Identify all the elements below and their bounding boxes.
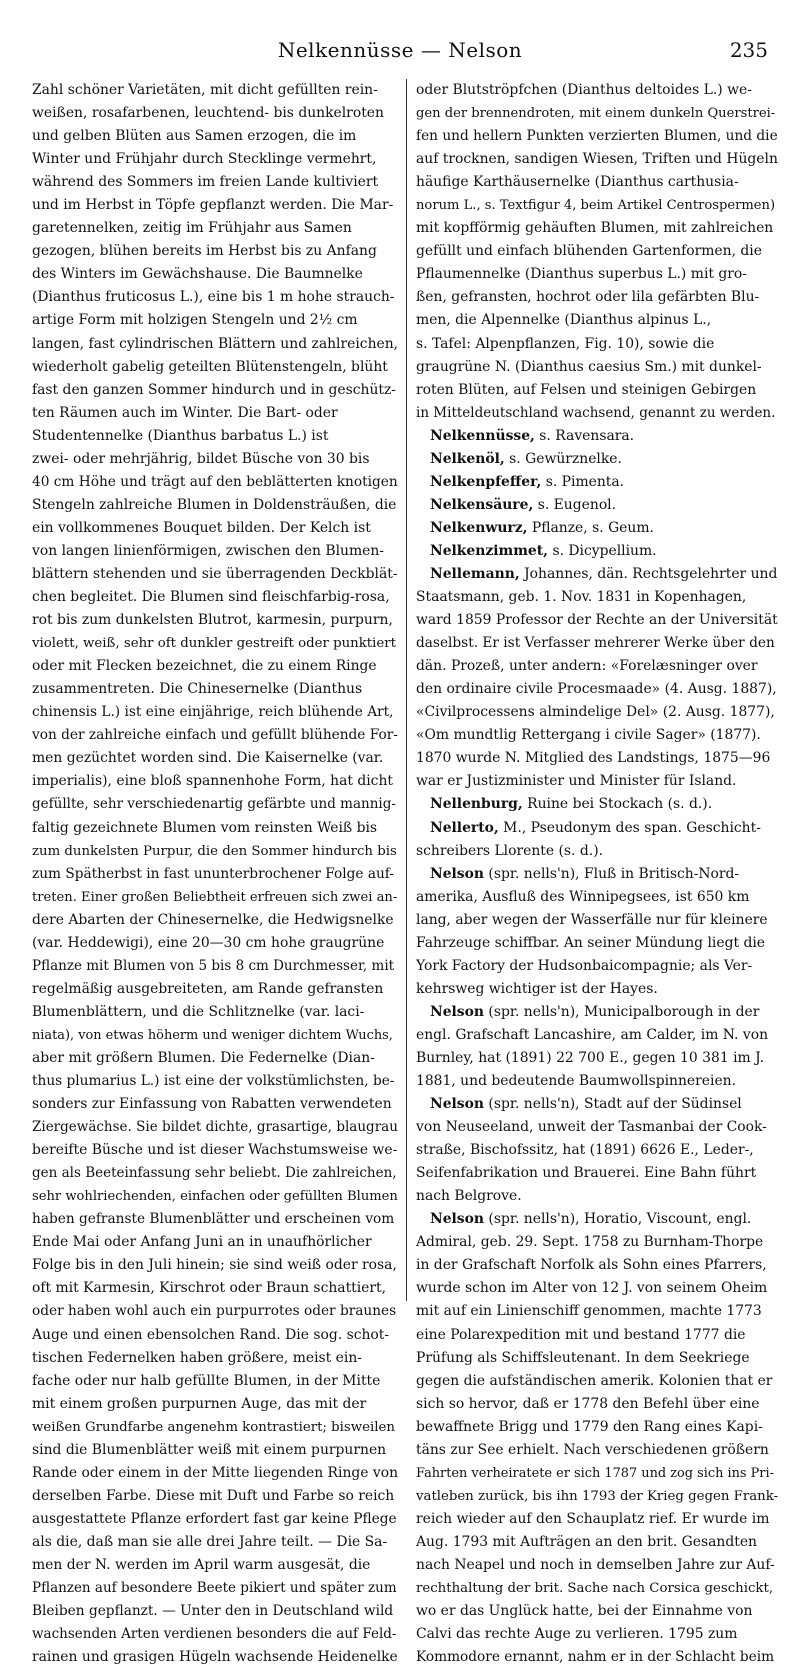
entry-headword: Nelson xyxy=(430,1003,484,1020)
text-line xyxy=(416,1024,778,1047)
entry-text: ßen, gefransten, hochrot oder lila gefärbten Blu- xyxy=(416,289,760,306)
text-line xyxy=(416,1646,778,1669)
text-line: derselben Farbe. Diese mit Duft und Farbe so reich xyxy=(32,1487,395,1504)
entry-headword: Nellerto, xyxy=(430,819,499,836)
entry-text: gegen die aufständischen amerik. Kolonien that er xyxy=(416,1372,773,1389)
entry-text: s. Eugenol. xyxy=(533,496,617,513)
entry-text: norum L., s. Textfigur 4, beim Artikel Centrospermen) xyxy=(416,198,776,214)
entry-text: nach Neapel und noch in demselben Jahre zur Auf- xyxy=(416,1557,775,1573)
text-line xyxy=(416,286,778,309)
text-line xyxy=(416,655,778,678)
text-line xyxy=(416,955,778,978)
entry-text: Burnley, hat (1891) 22 700 E., gegen 10 381 im J. xyxy=(416,1049,765,1066)
entry-text: s. Ravensara. xyxy=(534,427,635,444)
entry-line xyxy=(416,817,778,840)
text-line: von der zahlreiche einfach und gefüllt blühende For- xyxy=(32,727,398,744)
entry-text: York Factory der Hudsonbaicompagnie; als Ver- xyxy=(416,957,753,974)
entry-line xyxy=(416,1093,778,1116)
text-line xyxy=(416,1462,778,1485)
text-line: zum Spätherbst in fast ununterbrochener Folge auf- xyxy=(32,865,394,882)
text-line xyxy=(416,309,778,332)
text-line: (var. Heddewigi), eine 20—30 cm hohe graugrüne xyxy=(32,934,385,951)
entry-text: wo er das Unglück hatte, bei der Einnahme von xyxy=(416,1603,753,1620)
text-line xyxy=(416,1393,778,1416)
text-line: während des Sommers im freien Lande kultiviert xyxy=(32,174,379,191)
entry-text: reich wieder auf den Schauplatz rief. Er wurde im xyxy=(416,1510,770,1527)
text-line xyxy=(416,770,778,793)
entry-text: Ruine bei Stockach (s. d.). xyxy=(522,796,713,813)
text-line: aber mit größern Blumen. Die Federnelke (Dian- xyxy=(32,1049,375,1066)
entry-text: mit kopfförmig gehäuften Blumen, mit zahlreichen xyxy=(416,220,774,237)
text-line: von langen linienförmigen, zwischen den Blumen- xyxy=(32,542,384,559)
text-line: zum dunkelsten Purpur, die den Sommer hindurch bis xyxy=(32,843,397,859)
text-line: wiederholt gabelig geteilten Blütenstengeln, blüht xyxy=(32,358,388,375)
text-line: niata), von etwas höherm und weniger dichtem Wuchs, xyxy=(32,1027,393,1043)
entry-text: s. Pimenta. xyxy=(541,473,625,490)
text-line: Zahl schöner Varietäten, mit dicht gefüllten rein- xyxy=(32,82,378,98)
page-number: 235 xyxy=(729,38,768,62)
text-line: blättern stehenden und sie überragenden Deckblät- xyxy=(32,565,398,582)
entry-text: vatleben zurück, bis ihn 1793 der Krieg gegen Frank- xyxy=(416,1488,779,1504)
entry-text: (spr. nells'n), Horatio, Viscount, engl. xyxy=(484,1211,752,1228)
text-line: Pflanze mit Blumen von 5 bis 8 cm Durchmesser, mit xyxy=(32,957,395,974)
entry-text: fen und hellern Punkten verzierten Blumen, und die xyxy=(416,128,778,145)
text-line xyxy=(416,1254,778,1277)
entry-text: Fahrten verheiratete er sich 1787 und zog sich ins Pri- xyxy=(416,1465,774,1481)
text-line: ein vollkommenes Bouquet bilden. Der Kelch ist xyxy=(32,519,371,536)
entry-text: roten Blüten, auf Felsen und steinigen Gebirgen xyxy=(416,381,757,398)
text-line xyxy=(416,1623,778,1646)
text-line: zwei- oder mehrjährig, bildet Büsche von 30 bis xyxy=(32,450,370,467)
entry-line xyxy=(416,793,778,816)
text-line: violett, weiß, sehr oft dunkler gestreift oder punktiert xyxy=(32,636,396,652)
entry-text: (spr. nells'n), Stadt auf der Südinsel xyxy=(484,1096,742,1113)
entry-text: s. Dicypellium. xyxy=(548,542,657,559)
entry-text: war er Justizminister und Minister für Island. xyxy=(416,773,737,790)
page-header xyxy=(0,0,800,62)
text-line xyxy=(416,586,778,609)
text-line: oder mit Flecken bezeichnet, die zu einem Ringe xyxy=(32,658,377,675)
entry-line xyxy=(416,471,778,494)
entry-text: M., Pseudonym des span. Geschicht- xyxy=(498,819,761,836)
text-line: faltig gezeichnete Blumen vom reinsten Weiß bis xyxy=(32,819,378,836)
text-line: ten Räumen auch im Winter. Die Bart- oder xyxy=(32,404,338,421)
text-line xyxy=(416,1531,778,1554)
text-line: men gezüchtet worden sind. Die Kaisernelke (var. xyxy=(32,750,384,767)
entry-line xyxy=(416,563,778,586)
text-line xyxy=(416,978,778,1001)
entry-text: graugrüne N. (Dianthus caesius Sm.) mit dunkel- xyxy=(416,358,762,375)
entry-headword: Nelkennüsse, xyxy=(430,427,535,444)
entry-headword: Nelkensäure, xyxy=(430,496,534,513)
entry-text: gefüllt und einfach blühenden Gartenformen, die xyxy=(416,243,762,260)
text-line xyxy=(416,240,778,263)
entry-headword: Nelson xyxy=(430,865,484,882)
text-line xyxy=(416,1047,778,1070)
text-line: Folge bis in den Juli hinein; sie sind weiß oder rosa, xyxy=(32,1257,397,1274)
text-line xyxy=(416,932,778,955)
text-line: sind die Blumenblätter weiß mit einem purpurnen xyxy=(32,1441,387,1458)
text-line: des Winters im Gewächshause. Die Baumnelke xyxy=(32,266,363,283)
text-line: weißen Grundfarbe angenehm kontrastiert; bisweilen xyxy=(32,1419,395,1435)
entry-text: auf trocknen, sandigen Wiesen, Triften und Hügeln xyxy=(416,151,778,168)
text-line xyxy=(416,1485,778,1508)
text-line: thus plumarius L.) ist eine der volkstümlichsten, be- xyxy=(32,1073,395,1090)
text-line: artige Form mit holzigen Stengeln und 2½ cm xyxy=(32,312,358,329)
entry-headword: Nellemann, xyxy=(430,565,520,582)
entry-text: s. Gewürznelke. xyxy=(504,450,622,467)
text-line xyxy=(416,171,778,194)
text-line xyxy=(416,1139,778,1162)
text-line: weißen, rosafarbenen, leuchtend- bis dunkelroten xyxy=(32,105,384,122)
entry-line xyxy=(416,863,778,886)
entry-text: bewaffnete Brigg und 1779 den Rang eines Kapi- xyxy=(416,1418,763,1435)
text-line xyxy=(416,678,778,701)
entry-text: gen der brennendroten, mit einem dunkeln Querstrei- xyxy=(416,106,776,122)
text-line: sonders zur Einfassung von Rabatten verwendeten xyxy=(32,1096,392,1113)
entry-text: mit auf ein Linienschiff genommen, machte 1773 xyxy=(416,1303,762,1320)
text-line xyxy=(416,1231,778,1254)
text-line: langen, fast cylindrischen Blättern und zahlreichen, xyxy=(32,335,399,352)
entry-headword: Nelkenöl, xyxy=(430,450,505,467)
entry-line xyxy=(416,494,778,517)
text-line: chinensis L.) ist eine einjährige, reich blühende Art, xyxy=(32,704,394,721)
text-line: Studentennelke (Dianthus barbatus L.) ist xyxy=(32,427,329,444)
text-line: Ziergewächse. Sie bildet dichte, grasartige, blaugrau xyxy=(32,1119,398,1136)
text-line xyxy=(416,1600,778,1623)
text-line: Ende Mai oder Anfang Juni an in unaufhörlicher xyxy=(32,1234,372,1251)
text-line: fast den ganzen Sommer hindurch und in geschütz- xyxy=(32,381,397,398)
entry-line xyxy=(416,1001,778,1024)
text-line xyxy=(416,1185,778,1208)
text-line xyxy=(416,148,778,171)
text-line: Rande oder einem in der Mitte liegenden Ringe von xyxy=(32,1464,399,1481)
entry-text: (spr. nells'n), Fluß in Britisch-Nord- xyxy=(484,865,740,882)
entry-line xyxy=(416,517,778,540)
text-line xyxy=(416,1554,778,1577)
entry-text: straße, Bischofssitz, hat (1891) 6626 E., Leder-, xyxy=(416,1142,754,1159)
entry-text: dän. Prozeß, unter andern: «Forelæsninger over xyxy=(416,658,758,675)
text-line xyxy=(416,1116,778,1139)
text-line: ausgestattete Pflanze erfordert fast gar keine Pflege xyxy=(32,1510,397,1527)
text-line xyxy=(416,1416,778,1439)
text-line xyxy=(416,79,778,102)
text-line: chen begleitet. Die Blumen sind fleischfarbig-rosa, xyxy=(32,589,390,606)
text-line xyxy=(416,886,778,909)
text-line xyxy=(416,724,778,747)
entry-text: wurde schon im Alter von 12 J. von seinem Oheim xyxy=(416,1280,768,1297)
text-line xyxy=(416,1439,778,1462)
entry-text: (spr. nells'n), Municipalborough in der xyxy=(484,1003,760,1020)
text-line xyxy=(416,1070,778,1093)
entry-text: in der Grafschaft Norfolk als Sohn eines Pfarrers, xyxy=(416,1257,767,1274)
text-line xyxy=(416,747,778,770)
text-line xyxy=(416,1300,778,1323)
entry-text: schreibers Llorente (s. d.). xyxy=(416,842,604,859)
entry-text: Pflanze, s. Geum. xyxy=(527,519,654,536)
text-line: garetennelken, zeitig im Frühjahr aus Samen xyxy=(32,220,352,237)
text-line xyxy=(416,217,778,240)
text-line: bereifte Büsche und ist dieser Wachstumsweise we- xyxy=(32,1142,398,1159)
text-line: treten. Einer großen Beliebtheit erfreuen sich zwei an- xyxy=(32,889,398,905)
entry-line xyxy=(416,425,778,448)
running-title: Nelkennüsse — Nelson xyxy=(277,38,523,62)
entry-text: Pflaumennelke (Dianthus superbus L.) mit gro- xyxy=(416,266,747,283)
text-line xyxy=(416,379,778,402)
text-line xyxy=(416,1324,778,1347)
entry-text: men, die Alpennelke (Dianthus alpinus L., xyxy=(416,312,712,329)
entry-text: ward 1859 Professor der Rechte an der Universität xyxy=(416,612,778,629)
entry-text: Aug. 1793 mit Aufträgen an den brit. Gesandten xyxy=(416,1533,757,1550)
entry-text: s. Tafel: Alpenpflanzen, Fig. 10), sowie die xyxy=(416,335,715,352)
left-column xyxy=(32,79,399,1666)
text-line: gezogen, blühen bereits im Herbst bis zu Anfang xyxy=(32,243,377,260)
text-line: 40 cm Höhe und trägt auf den beblätterten knotigen xyxy=(32,473,398,490)
entry-line xyxy=(416,448,778,471)
text-line: Auge und einen ebensolchen Rand. Die sog. schot- xyxy=(32,1326,390,1343)
entry-text: den ordinaire civile Procesmaade» (4. Ausg. 1887), xyxy=(416,681,777,698)
text-line: Pflanzen auf besondere Beete pikiert und später zum xyxy=(32,1580,397,1597)
text-line: zusammentreten. Die Chinesernelke (Dianthus xyxy=(32,681,363,698)
entry-text: rechthaltung der brit. Sache nach Corsica geschickt, xyxy=(416,1581,774,1597)
text-line xyxy=(416,701,778,724)
right-column xyxy=(416,79,779,1666)
text-line: rainen und grasigen Hügeln wachsende Heidenelke xyxy=(32,1649,398,1666)
entry-text: kehrsweg wichtiger ist der Hayes. xyxy=(416,980,658,997)
text-line: Stengeln zahlreiche Blumen in Doldensträußen, die xyxy=(32,496,397,513)
text-line: regelmäßig ausgebreiteten, am Rande gefransten xyxy=(32,980,384,997)
text-line: mit einem großen purpurnen Auge, das mit der xyxy=(32,1395,367,1412)
entry-text: daselbst. Er ist Verfasser mehrerer Werke über den xyxy=(416,635,775,652)
text-line xyxy=(416,1277,778,1300)
column-divider xyxy=(406,79,407,1301)
entry-text: 1870 wurde N. Mitglied des Landstings, 1875—96 xyxy=(416,750,771,767)
text-line: sehr wohlriechenden, einfachen oder gefüllten Blumen xyxy=(32,1189,398,1205)
text-line: als die, daß man sie alle drei Jahre teilt. — Die Sa- xyxy=(32,1533,388,1550)
entry-text: Fahrzeuge schiffbar. An seiner Mündung liegt die xyxy=(416,934,766,951)
text-line: fache oder nur halb gefüllte Blumen, in der Mitte xyxy=(32,1372,381,1389)
text-line xyxy=(416,102,778,125)
text-line xyxy=(416,125,778,148)
text-line: imperialis), eine bloß spannenhohe Form, hat dicht xyxy=(32,773,393,790)
text-line: und gelben Blüten aus Samen erzogen, die im xyxy=(32,128,357,145)
text-line xyxy=(416,1162,778,1185)
text-line xyxy=(416,402,778,425)
text-line: men der N. werden im April warm ausgesät, die xyxy=(32,1557,371,1573)
entry-text: eine Polarexpedition mit und bestand 1777 die xyxy=(416,1326,746,1343)
entry-text: Admiral, geb. 29. Sept. 1758 zu Burnham-Thorpe xyxy=(416,1234,764,1251)
entry-text: Prüfung als Schiffsleutenant. In dem Seekriege xyxy=(416,1349,750,1366)
entry-text: «Civilprocessens almindelige Del» (2. Ausg. 1877), xyxy=(416,704,775,721)
text-line: rot bis zum dunkelsten Blutrot, karmesin, purpurn, xyxy=(32,612,393,629)
text-line xyxy=(416,356,778,379)
entry-headword: Nelson xyxy=(430,1096,484,1113)
entry-text: oder Blutströpfchen (Dianthus deltoides L.) we- xyxy=(416,82,752,98)
text-line xyxy=(416,1508,778,1531)
entry-text: in Mitteldeutschland wachsend, genannt zu werden. xyxy=(416,404,776,421)
entry-text: nach Belgrove. xyxy=(416,1188,522,1205)
entry-line xyxy=(416,1208,778,1231)
text-line: dere Abarten der Chinesernelke, die Hedwigsnelke xyxy=(32,911,394,928)
entry-headword: Nelson xyxy=(430,1211,484,1228)
text-line: (Dianthus fruticosus L.), eine bis 1 m hohe strauch- xyxy=(32,289,395,306)
entry-text: 1881, und bedeutende Baumwollspinnereien. xyxy=(416,1073,737,1090)
text-line xyxy=(416,1577,778,1600)
entry-text: häufige Karthäusernelke (Dianthus carthusia- xyxy=(416,174,739,191)
text-line xyxy=(416,632,778,655)
text-line: Winter und Frühjahr durch Stecklinge vermehrt, xyxy=(32,151,377,168)
entry-headword: Nelkenpfeffer, xyxy=(430,473,542,490)
text-line: oft mit Karmesin, Kirschrot oder Braun schattiert, xyxy=(32,1280,387,1297)
text-line xyxy=(416,263,778,286)
entry-text: täns zur See erhielt. Nach verschiedenen größern xyxy=(416,1441,769,1458)
text-line xyxy=(416,840,778,863)
text-line: oder haben wohl auch ein purpurrotes oder braunes xyxy=(32,1303,397,1320)
entry-text: engl. Grafschaft Lancashire, am Calder, im N. von xyxy=(416,1026,769,1043)
entry-text: Kommodore ernannt, nahm er in der Schlacht beim xyxy=(416,1649,775,1666)
entry-text: von Neuseeland, unweit der Tasmanbai der Cook- xyxy=(416,1119,767,1136)
text-line xyxy=(416,909,778,932)
entry-headword: Nelkenzimmet, xyxy=(430,542,549,559)
text-line: und im Herbst in Töpfe gepflanzt werden. Die Mar- xyxy=(32,197,394,214)
text-line xyxy=(416,194,778,217)
entry-text: Staatsmann, geb. 1. Nov. 1831 in Kopenhagen, xyxy=(416,589,747,606)
text-line: Bleiben gepflanzt. — Unter den in Deutschland wild xyxy=(32,1603,394,1620)
entry-line xyxy=(416,540,778,563)
text-line xyxy=(416,333,778,356)
text-line xyxy=(416,1347,778,1370)
entry-text: Johannes, dän. Rechtsgelehrter und xyxy=(519,565,778,582)
text-line xyxy=(416,1370,778,1393)
text-line: haben gefranste Blumenblätter und erscheinen vom xyxy=(32,1211,395,1228)
entry-text: Calvi das rechte Auge zu verlieren. 1795 zum xyxy=(416,1626,738,1643)
text-line xyxy=(416,609,778,632)
entry-text: «Om mundtlig Rettergang i civile Sager» (1877). xyxy=(416,727,761,744)
entry-text: amerika, Ausfluß des Winnipegsees, ist 650 km xyxy=(416,888,750,905)
entry-text: Seifenfabrikation und Brauerei. Eine Bahn führt xyxy=(416,1165,757,1182)
entry-text: lang, aber wegen der Wasserfälle nur für kleinere xyxy=(416,911,768,928)
text-line: wachsenden Arten verdienen besonders die auf Feld- xyxy=(32,1626,397,1643)
entry-headword: Nelkenwurz, xyxy=(430,519,528,536)
text-line: tischen Federnelken haben größere, meist ein- xyxy=(32,1349,362,1366)
text-line: Blumenblättern, und die Schlitznelke (var. laci- xyxy=(32,1003,365,1020)
entry-text: sich so hervor, daß er 1778 den Befehl über eine xyxy=(416,1395,760,1412)
entry-headword: Nellenburg, xyxy=(430,796,523,813)
text-line: gefüllte, sehr verschiedenartig gefärbte und mannig- xyxy=(32,796,396,813)
text-line: gen als Beeteinfassung sehr beliebt. Die zahlreichen, xyxy=(32,1165,397,1182)
